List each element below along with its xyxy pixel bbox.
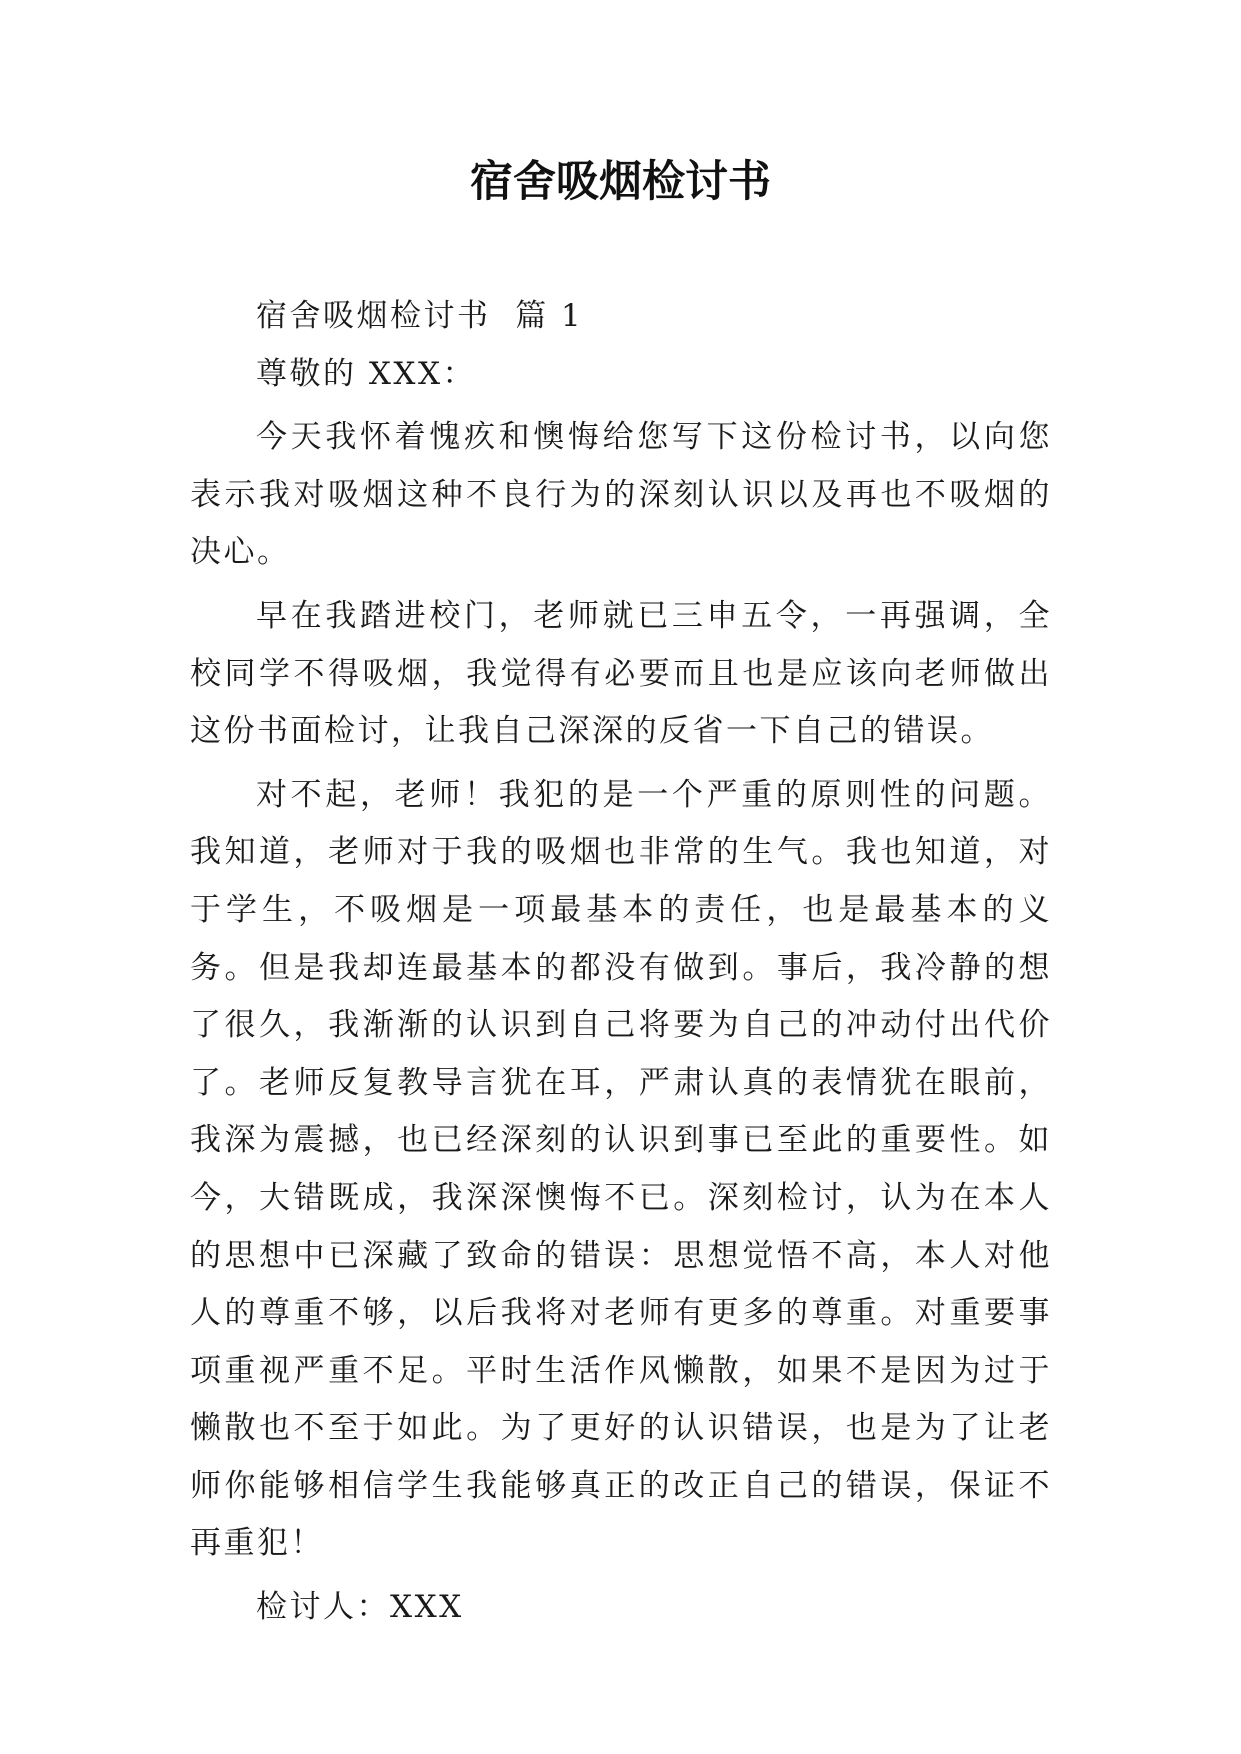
salutation: 尊敬的 XXX： <box>256 355 477 392</box>
paragraph-3: 对不起，老师！我犯的是一个严重的原则性的问题。我知道，老师对于我的吸烟也非常的生气。我也知道，对于学生，不吸烟是一项最基本的责任，也是最基本的义务。但是我却连最基本的都没有做到。事后，我冷静的想了很久，我渐渐的认识到自己将要为自己的冲动付出代价了。老师反复教导言犹在耳，严肃认真的表情犹在眼前，我深为震撼，也已经深刻的认识到事已至此的重要性。如今，大错既成，我深深懊悔不已。深刻检讨，认为在本人的思想中已深藏了致命的错误：思想觉悟不高，本人对他人的尊重不够，以后我将对老师有更多的尊重。对重要事项重视严重不足。平时生活作风懒散，如果不是因为过于懒散也不至于如此。为了更好的认识错误，也是为了让老师你能够相信学生我能够真正的改正自己的错误，保证不再重犯！ <box>190 776 1052 1562</box>
paragraph-1: 今天我怀着愧疚和懊悔给您写下这份检讨书，以向您表示我对吸烟这种不良行为的深刻认识以及再也不吸烟的决心。 <box>190 419 1052 571</box>
paragraph-2: 早在我踏进校门，老师就已三申五令，一再强调，全校同学不得吸烟，我觉得有必要而且也是应该向老师做出这份书面检讨，让我自己深深的反省一下自己的错误。 <box>190 597 1052 750</box>
signature-line: 检讨人：XXX <box>256 1589 464 1626</box>
section-heading: 宿舍吸烟检讨书 篇 1 <box>256 298 584 334</box>
document-body <box>190 288 1052 1637</box>
document-title: 宿舍吸烟检讨书 <box>470 157 771 207</box>
